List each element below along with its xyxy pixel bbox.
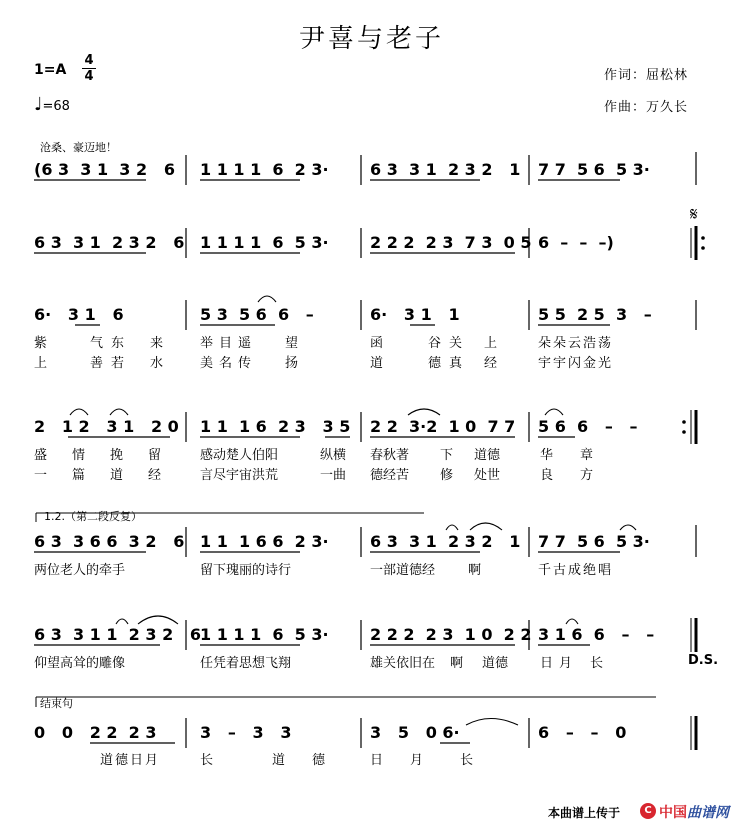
tempo-value: =68 <box>42 99 70 114</box>
lyric: 谷关 <box>428 336 471 351</box>
lyric: 朵朵云浩荡 <box>538 336 614 351</box>
lyric: 修 <box>440 468 454 483</box>
lyric: 月 <box>410 753 424 768</box>
note-bar: 7 7 5 6 5 3· <box>538 532 650 551</box>
lyric: 一曲 <box>320 468 347 483</box>
note-bar: 2 1 2 3 1 2 0 <box>34 417 179 436</box>
note-bar: 1 1 1 1 6 2 3· <box>200 160 329 179</box>
lyric: 方 <box>580 468 594 483</box>
note-bar: 3 1 6 6 – – <box>538 625 655 644</box>
lyric: 长 <box>590 656 604 671</box>
lyric: 宇宇闪金光 <box>538 356 614 371</box>
lyric: 良 <box>540 468 554 483</box>
lyric: 善若 <box>90 356 133 371</box>
lyrics-row-6 <box>34 655 603 671</box>
lyric: 啊 <box>450 656 464 671</box>
note-bar: 6 3 3 6 6 3 2 6 <box>34 532 185 551</box>
lyrics-row-3 <box>34 335 613 371</box>
repeat-dots <box>682 236 705 434</box>
note-bar: 1 1 1 1 6 5 3· <box>200 625 329 644</box>
note-bar: 7 7 5 6 5 3· <box>538 160 650 179</box>
lyric: 函 <box>370 336 384 351</box>
note-bar: 6 3 3 1 2 3 2 6 <box>34 233 185 252</box>
lyric: 挽 <box>110 448 124 463</box>
lyrics-row-5 <box>34 562 613 578</box>
site-logo-red: 中国 <box>659 805 687 821</box>
section-label: 1.2.（第二段反复） <box>44 510 142 523</box>
lyric: 一部道德经 <box>370 563 436 578</box>
page-title: 尹喜与老子 <box>298 24 444 54</box>
note-bar: 6 3 3 1 1 2 3 2 6 <box>34 625 202 644</box>
note-bar: 2 2 2 2 3 7 3 0 5 <box>370 233 532 252</box>
lyric: 紫 <box>34 336 48 351</box>
lyric: 处世 <box>474 468 501 483</box>
lyric: 日月 <box>540 656 579 671</box>
note-bar: 1 1 1 1 6 5 3· <box>200 233 329 252</box>
note-bar: 3 5 0 6· <box>370 723 460 742</box>
quarter-note-icon: ♩ <box>34 94 43 115</box>
ending-label: 结束句 <box>40 697 73 710</box>
lyric: 日 <box>370 753 384 768</box>
note-bar: 2 2 2 2 3 1 0 2 2 <box>370 625 532 644</box>
note-bar: 0 0 2 2 2 3 <box>34 723 157 742</box>
lyric: 盛 <box>34 448 48 463</box>
note-bar: 6 3 3 1 2 3 2 1 <box>370 160 521 179</box>
lyric: 任凭着思想飞翔 <box>200 656 292 671</box>
lyric: 啊 <box>468 563 482 578</box>
lyric: 千古成绝唱 <box>538 563 614 578</box>
note-bar: 5 5 2 5 3 – <box>538 305 652 324</box>
lyric: 水 <box>150 356 164 371</box>
note-bar: 6 3 3 1 2 3 2 1 <box>370 532 521 551</box>
lyric: 两位老人的牵手 <box>34 563 126 578</box>
lyricist-credit: 作词：屈松林 <box>604 68 689 83</box>
note-bar: 1 1 1 6 2 3 3 5 <box>200 417 351 436</box>
footer-text: 本曲谱上传于 <box>548 806 621 820</box>
time-signature-top: 4 <box>84 53 94 68</box>
intro-marking: 沧桑、豪迈地！ <box>40 141 117 154</box>
lyric: 华 <box>540 448 554 463</box>
note-bar: 6 – – –) <box>538 233 614 252</box>
site-logo-blue: 曲谱网 <box>687 805 729 821</box>
lyric: 道 <box>370 356 384 371</box>
site-logo[interactable] <box>659 802 729 822</box>
lyrics-row-7 <box>100 753 473 768</box>
lyric: 道德 <box>474 448 501 463</box>
lyric: 纵横 <box>320 448 347 463</box>
lyric: 一 <box>34 468 48 483</box>
lyric: 道 <box>272 753 286 768</box>
lyric: 上 <box>484 336 498 351</box>
lyric: 雄关依旧在 <box>370 656 436 671</box>
lyric: 扬 <box>285 356 299 371</box>
lyric: 留 <box>148 448 162 463</box>
note-bar: (6 3 3 1 3 2 6 <box>34 160 175 179</box>
lyric: 篇 <box>72 468 86 483</box>
lyric: 德真 <box>428 356 471 371</box>
lyric: 美名传 <box>200 356 258 371</box>
note-bar: 6· 3 1 1 <box>370 305 460 324</box>
note-bar: 6· 3 1 6 <box>34 305 124 324</box>
lyric: 经 <box>484 356 498 371</box>
lyric: 言尽宇宙洪荒 <box>200 468 279 483</box>
lyric: 德经苦 <box>370 468 410 483</box>
note-bar: 2 2 3·2 1 0 7 7 <box>370 417 516 436</box>
lyric: 上 <box>34 356 48 371</box>
note-bar: 5 3 5 6 6 – <box>200 305 314 324</box>
lyric: 长 <box>200 753 214 768</box>
note-bar: 5 6 6 – – <box>538 417 638 436</box>
lyrics-row-4 <box>34 447 593 483</box>
lyric: 留下瑰丽的诗行 <box>200 563 292 578</box>
lyric: 望 <box>285 336 299 351</box>
lyric: 道德日月 <box>100 753 161 768</box>
lyric: 德 <box>312 753 326 768</box>
lyric: 仰望高耸的雕像 <box>34 656 126 671</box>
lyric: 春秋著 <box>370 448 410 463</box>
segno-icon: 𝄋 <box>690 204 698 225</box>
lyric: 举目遥 <box>200 336 258 351</box>
note-bar: 6 – – 0 <box>538 723 627 742</box>
lyric: 经 <box>148 468 162 483</box>
lyric: 道德 <box>482 656 509 671</box>
lyric: 气东 <box>90 336 133 351</box>
note-bar: 3 – 3 3 <box>200 723 292 742</box>
lyric: 情 <box>72 448 86 463</box>
lyric: 来 <box>150 336 164 351</box>
lyric: 长 <box>460 753 474 768</box>
ds-marking: D.S. <box>688 653 719 668</box>
lyric: 感动楚人伯阳 <box>200 448 279 463</box>
key-signature: 1=A <box>34 62 67 78</box>
lyric: 下 <box>440 448 454 463</box>
lyric: 道 <box>110 468 124 483</box>
lyric: 章 <box>580 448 594 463</box>
site-logo-icon: C <box>640 803 656 819</box>
time-signature-bottom: 4 <box>84 69 94 84</box>
note-bar: 1 1 1 6 6 2 3· <box>200 532 329 551</box>
composer-credit: 作曲：万久长 <box>604 100 689 115</box>
